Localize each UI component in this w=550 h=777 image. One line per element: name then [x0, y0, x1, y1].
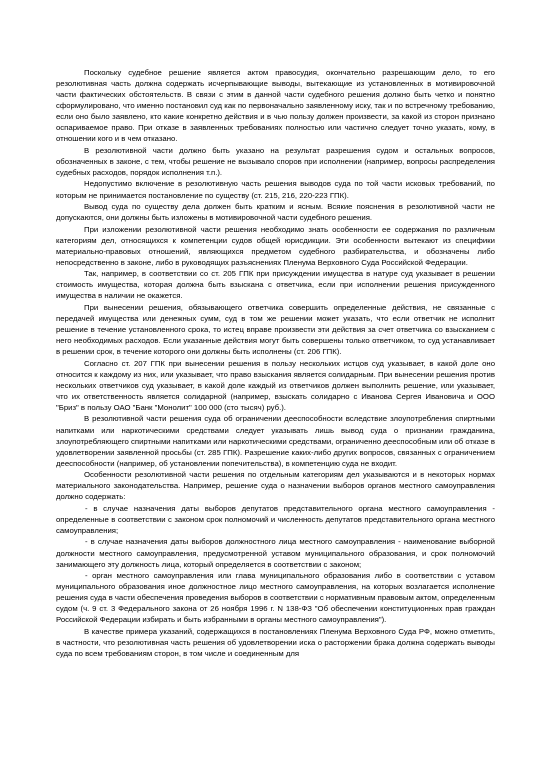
paragraph: Поскольку судебное решение является актом правосудия, окончательно разрешающим дело, то его резолютивная часть должна содержать исчерпывающие выводы, вытекающие из установленных в мотивировочной части фактических обстоятельств. В связи с этим в данной части судебного решения должно быть четко и понятно сформулировано, что именно постановил суд как по первоначально заявленному иску, так и по встречному требованию, если оно было заявлено, кто какие конкретно действия и в чью пользу должен произвести, за какой из сторон признано оспариваемое право. При отказе в заявленных требованиях полностью или частично следует точно указать, кому, в отношении кого и в чем отказано.	[56, 68, 495, 144]
paragraph: При изложении резолютивной части решения необходимо знать особенности ее содержания по различным категориям дел, относящихся к компетенции судов общей юрисдикции. Эти особенности вытекают из специфики материально-правовых отношений, являющихся предметом судебного разбирательства, и обозначены либо непосредственно в законе, либо в руководящих разъяснениях Пленума Верховного Суда Российской Федерации.	[56, 224, 495, 267]
paragraph: В резолютивной части решения суда об ограничении дееспособности вследствие злоупотребления спиртными напитками или наркотическими средствами следует указывать лишь вывод суда о признании гражданина, злоупотребляющего спиртными напитками или наркотическими средствами, ограниченно дееспособным или об отказе в удовлетворении заявленной просьбы (ст. 285 ГПК). Разрешение каких-либо других вопросов, связанных с ограничением дееспособности (например, об установлении попечительства), в компетенцию суда не входит.	[56, 414, 495, 468]
paragraph: При вынесении решения, обязывающего ответчика совершить определенные действия, не связанные с передачей имущества или денежных сумм, суд в том же решении может указать, что если ответчик не исполнит решение в течение установленного срока, то истец вправе произвести эти действия за счет ответчика со взысканием с него необходимых расходов. Если указанные действия могут быть совершены только ответчиком, то суд устанавливает в решении срок, в течение которого они должны быть исполнены (ст. 206 ГПК).	[56, 302, 495, 357]
paragraph: Особенности резолютивной части решения по отдельным категориям дел указываются и в некоторых нормах материального законодательства. Например, решение суда о назначении выборов органов местного самоуправления должно содержать:	[56, 470, 495, 502]
paragraph: В резолютивной части должно быть указано на результат разрешения судом и остальных вопросов, обозначенных в законе, с тем, чтобы решение не вызывало споров при исполнении (например, вопросы распределения судебных расходов, порядок исполнения т.п.).	[56, 145, 495, 177]
paragraph: В качестве примера указаний, содержащихся в постановлениях Пленума Верховного Суда РФ, можно отметить, в частности, что резолютивная часть решения об удовлетворении иска о расторжении брака должна содержать выводы суда по всем требованиям сторон, в том числе и соединенным для	[56, 626, 495, 658]
list-item: - в случае назначения даты выборов депутатов представительного органа местного самоуправления - определенные в соответствии с законом срок полномочий и численность депутатов представительного органа местного самоуправления;	[56, 503, 495, 535]
list-item: - орган местного самоуправления или глава муниципального образования либо в соответствии с уставом муниципального образования иное должностное лицо местного самоуправления, на которых возлагается исполнение решения суда в части обеспечения проведения выборов в соответствии с нормативным правовым актом, определенным судом (ч. 9 ст. 3 Федерального закона от 26 ноября 1996 г. N 138-ФЗ "Об обеспечении конституционных прав граждан Российской Федерации избирать и быть избранными в органы местного самоуправления").	[56, 571, 495, 625]
paragraph: Так, например, в соответствии со ст. 205 ГПК при присуждении имущества в натуре суд указывает в решении стоимость имущества, которая должна быть взыскана с ответчика, если при исполнении решения присужденного имущества в наличии не окажется.	[56, 269, 495, 301]
paragraph: Согласно ст. 207 ГПК при вынесении решения в пользу нескольких истцов суд указывает, в какой доле оно относится к каждому из них, или указывает, что право взыскания является солидарным. При вынесении решения против нескольких ответчиков суд указывает, в какой доле каждый из ответчиков должен выполнить решение, или указывает, что их ответственность является солидарной (например, взыскать солидарно с Иванова Сергея Ивановича и ООО "Бриз" в пользу ОАО "Банк "Монолит" 100 000 (сто тысяч) руб.).	[56, 358, 495, 412]
paragraph: Вывод суда по существу дела должен быть кратким и ясным. Всякие пояснения в резолютивной части не допускаются, они должны быть изложены в мотивировочной части судебного решения.	[56, 202, 495, 223]
paragraph: Недопустимо включение в резолютивную часть решения выводов суда по той части исковых требований, по которым не принимается постановление по существу (ст. 215, 216, 220-223 ГПК).	[56, 179, 495, 200]
list-item: - в случае назначения даты выборов должностного лица местного самоуправления - наименование выборной должности местного самоуправления, предусмотренной уставом муниципального образования, и срок полномочий занимающего эту должность лица, который определяется в соответствии с законом;	[56, 537, 495, 569]
